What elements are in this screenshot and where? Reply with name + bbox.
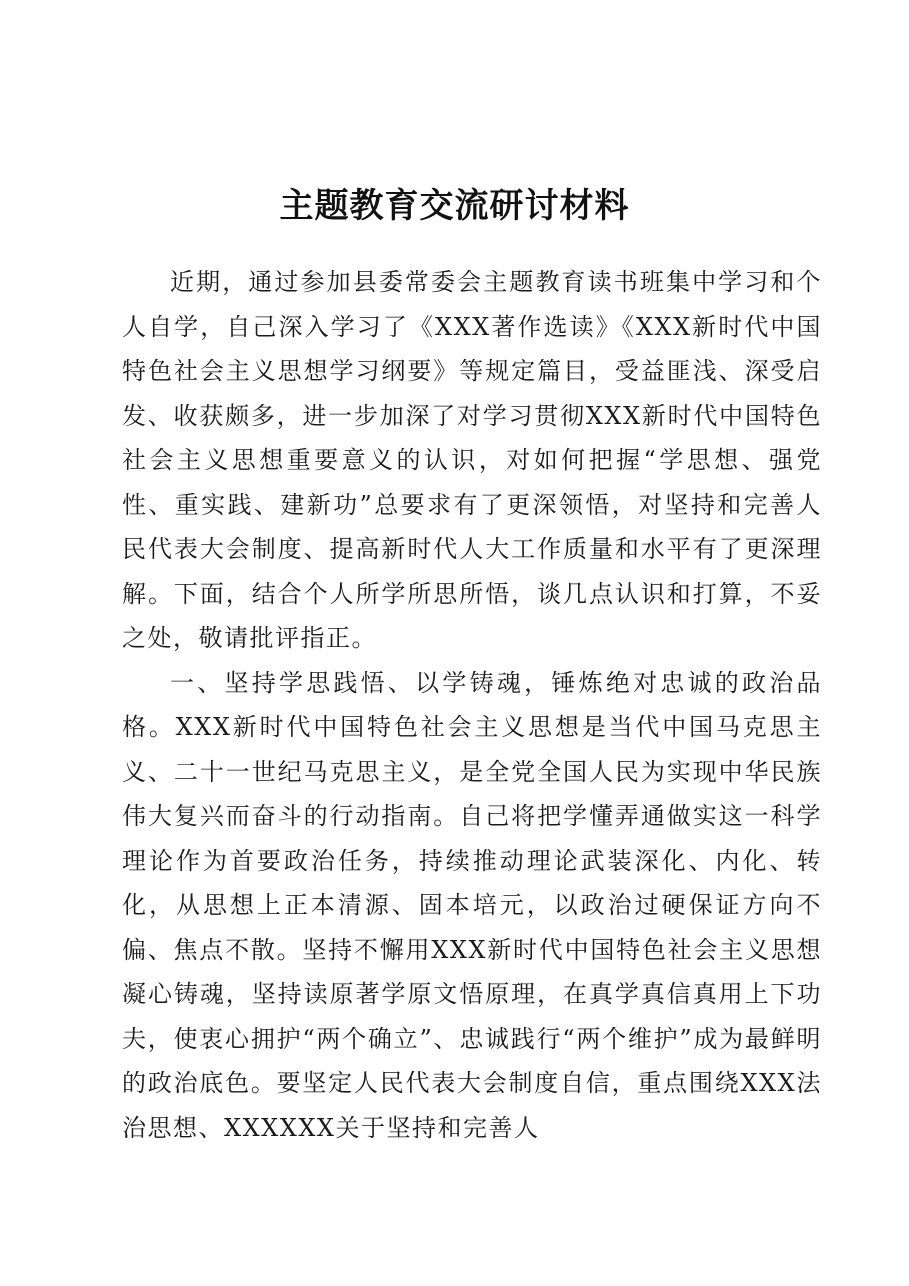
paragraph-section-one: 一、坚持学思践悟、以学铸魂，锤炼绝对忠诚的政治品格。XXX新时代中国特色社会主义思想是当代中国马克思主义、二十一世纪马克思主义，是全党全国人民为实现中华民族伟大复兴而奋斗的行动指南。自己将把学懂弄通做实这一科学理论作为首要政治任务，持续推动理论武装深化、内化、转化，从思想上正本清源、固本培元，以政治过硬保证方向不偏、焦点不散。坚持不懈用XXX新时代中国特色社会主义思想凝心铸魂，坚持读原著学原文悟原理，在真学真信真用上下功夫，使衷心拥护“两个确立”、忠诚践行“两个维护”成为最鲜明的政治底色。要坚定人民代表大会制度自信，重点围绕XXX法治思想、XXXXXX关于坚持和完善人 (122, 668, 822, 1142)
paragraph-intro: 近期，通过参加县委常委会主题教育读书班集中学习和个人自学，自己深入学习了《XXX著作选读》《XXX新时代中国特色社会主义思想学习纲要》等规定篇目，受益匪浅、深受启发、收获颇多，进一步加深了对学习贯彻XXX新时代中国特色社会主义思想重要意义的认识，对如何把握“学思想、强党性、重实践、建新功”总要求有了更深领悟，对坚持和完善人民代表大会制度、提高新时代人大工作质量和水平有了更深理解。下面，结合个人所学所思所悟，谈几点认识和打算，不妥之处，敬请批评指正。 (122, 268, 822, 652)
document-title: 主题教育交流研讨材料 (279, 186, 630, 226)
document-body (122, 260, 822, 1150)
